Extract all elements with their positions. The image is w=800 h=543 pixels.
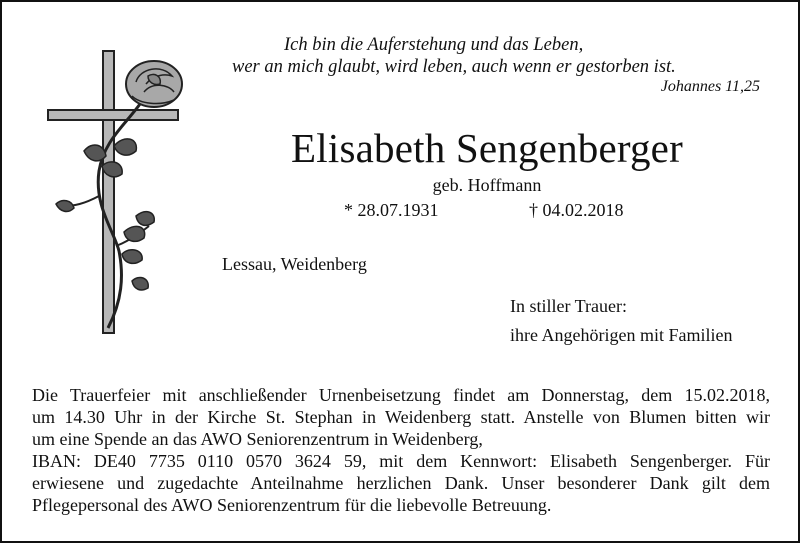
- bible-quote: [232, 34, 760, 96]
- deceased-name: Elisabeth Sengenberger: [291, 125, 683, 171]
- announcement-line: um eine Spende an das AWO Seniorenzentrum in Weidenberg,: [32, 429, 483, 449]
- announcement-line: Die Trauerfeier mit anschließender Urnenbeisetzung findet am Donnerstag, dem 15.02.2018,: [32, 385, 770, 405]
- announcement-line: Pflegepersonal des AWO Seniorenzentrum für die liebevolle Betreuung.: [32, 495, 552, 515]
- announcement-line: IBAN: DE40 7735 0110 0570 3624 59, mit dem Kennwort: Elisabeth Sengenberger. Für: [32, 451, 770, 471]
- cross-with-rose-icon: [44, 46, 194, 338]
- death-date: † 04.02.2018: [529, 200, 624, 220]
- mourners-heading: In stiller Trauer:: [510, 296, 627, 316]
- quote-line-1: Ich bin die Auferstehung und das Leben,: [284, 35, 584, 55]
- announcement-text: [32, 384, 770, 516]
- mourners-text: ihre Angehörigen mit Familien: [510, 325, 733, 345]
- quote-reference: Johannes 11,25: [660, 78, 760, 95]
- place: Lessau, Weidenberg: [222, 254, 367, 274]
- quote-line-2: wer an mich glaubt, wird leben, auch wenn er gestorben ist.: [232, 57, 676, 77]
- birth-date: * 28.07.1931: [344, 200, 439, 220]
- announcement-line: erwiesene und zugedachte Anteilnahme herzlichen Dank. Unser besonderer Dank gilt dem: [32, 473, 770, 493]
- announcement-line: um 14.30 Uhr in der Kirche St. Stephan in Weidenberg statt. Anstelle von Blumen bitten wir: [32, 407, 770, 427]
- maiden-name: geb. Hoffmann: [432, 175, 542, 195]
